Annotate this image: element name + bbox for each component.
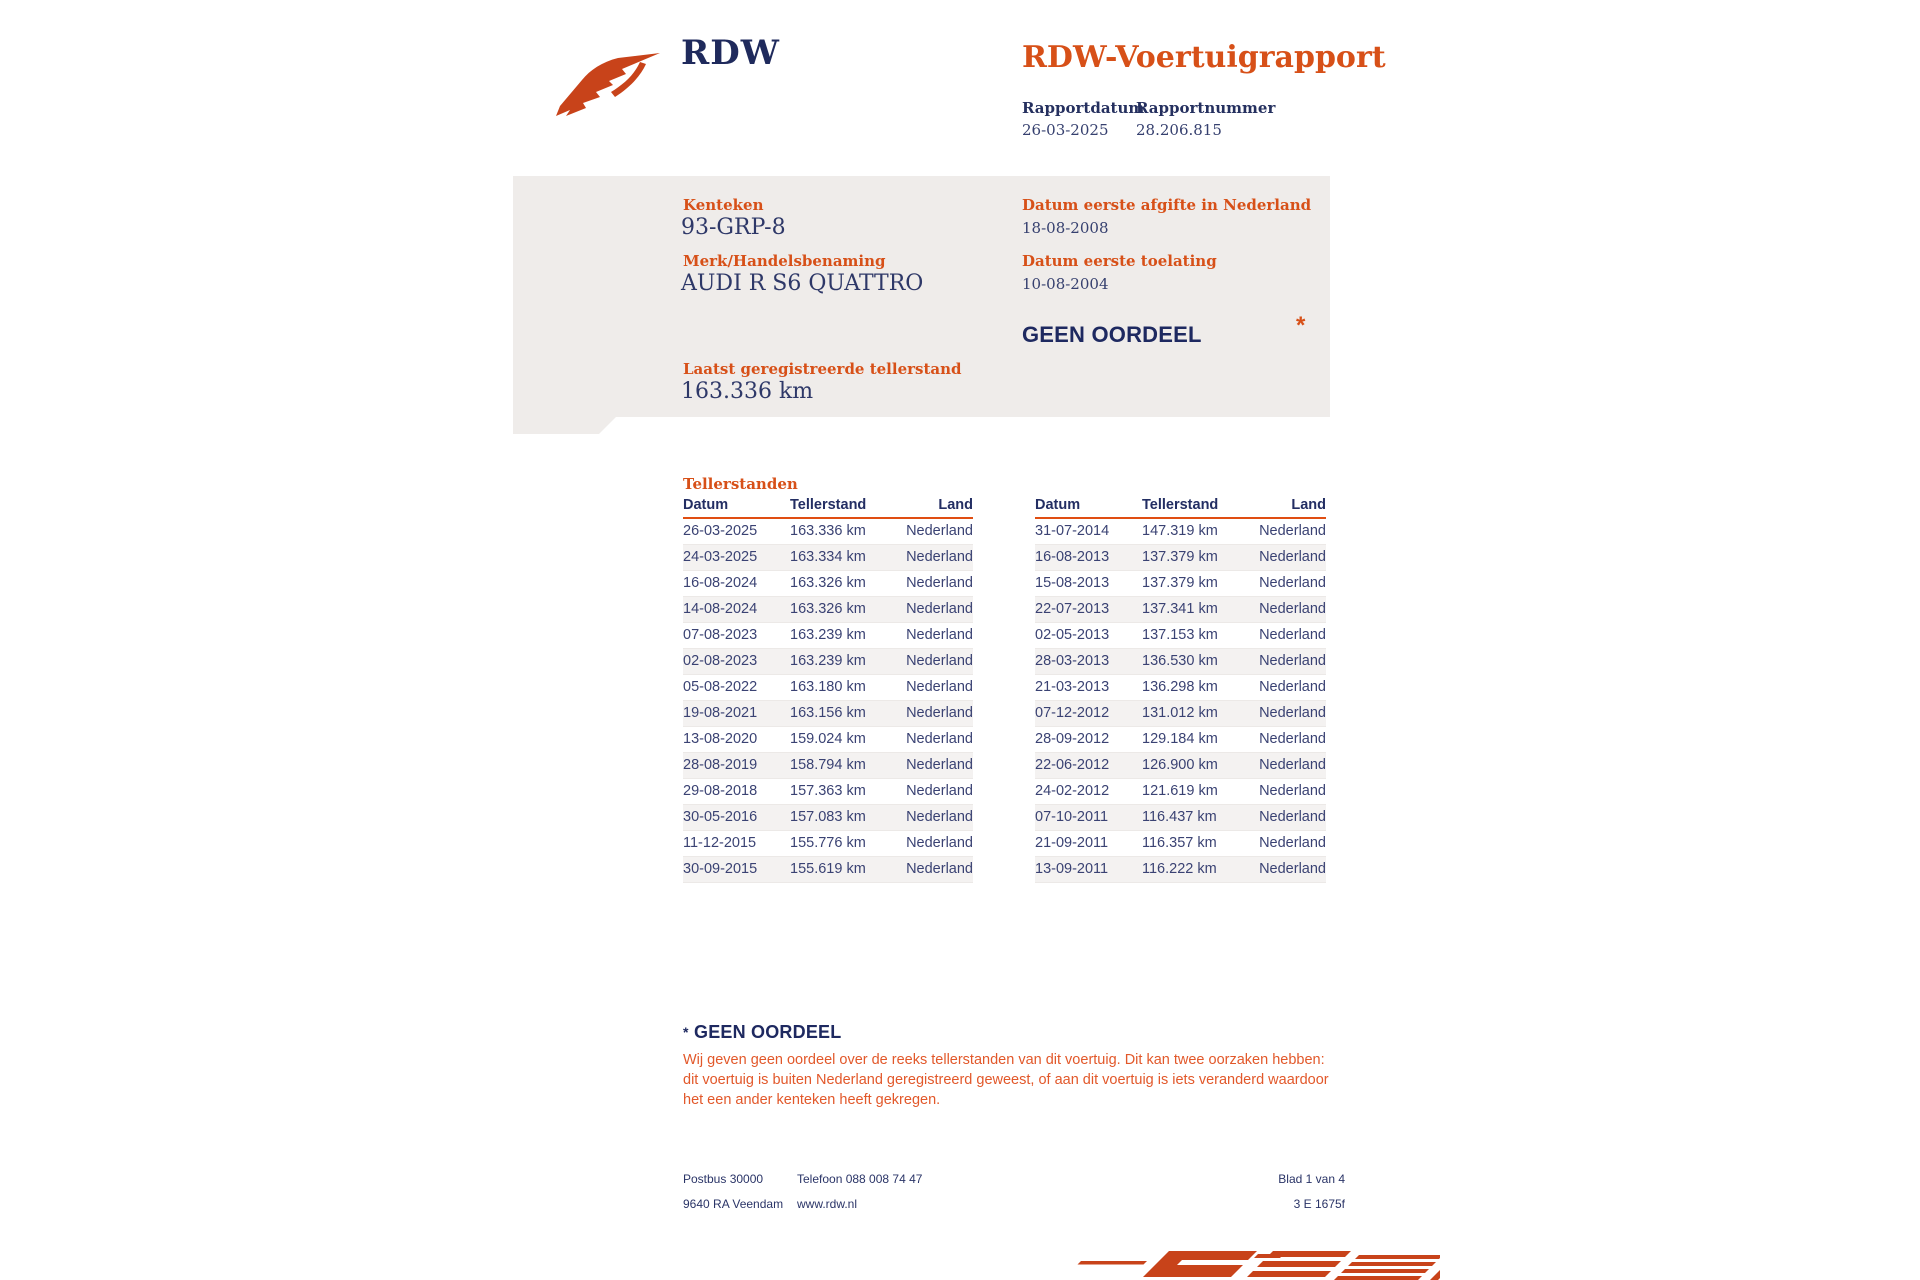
column-header-datum: Datum (683, 497, 729, 513)
cell-tellerstand: 163.156 km (790, 705, 866, 721)
rdw-stripes-graphic (1040, 1246, 1440, 1280)
cell-datum: 22-07-2013 (1035, 601, 1110, 617)
table-header (1035, 497, 1326, 519)
table-row (683, 571, 973, 597)
cell-datum: 07-10-2011 (1035, 809, 1109, 825)
report-date-label: Rapportdatum (1022, 99, 1145, 117)
cell-tellerstand: 126.900 km (1142, 757, 1218, 773)
cell-datum: 30-09-2015 (683, 861, 758, 877)
table-row (1035, 831, 1326, 857)
cell-datum: 07-12-2012 (1035, 705, 1110, 721)
cell-datum: 28-03-2013 (1035, 653, 1110, 669)
cell-datum: 22-06-2012 (1035, 757, 1110, 773)
cell-land: Nederland (906, 783, 973, 799)
toelating-label: Datum eerste toelating (1022, 252, 1217, 270)
table-row (683, 805, 973, 831)
cell-tellerstand: 163.239 km (790, 653, 866, 669)
cell-tellerstand: 155.619 km (790, 861, 866, 877)
cell-tellerstand: 163.326 km (790, 575, 866, 591)
cell-tellerstand: 158.794 km (790, 757, 866, 773)
cell-tellerstand: 155.776 km (790, 835, 866, 851)
table-row (683, 779, 973, 805)
cell-land: Nederland (906, 653, 973, 669)
table-row (683, 597, 973, 623)
cell-land: Nederland (1259, 523, 1326, 539)
cell-datum: 24-02-2012 (1035, 783, 1110, 799)
cell-tellerstand: 159.024 km (790, 731, 866, 747)
cell-datum: 31-07-2014 (1035, 523, 1110, 539)
cell-land: Nederland (906, 601, 973, 617)
report-date-value: 26-03-2025 (1022, 121, 1109, 139)
merk-value: AUDI R S6 QUATTRO (681, 271, 924, 296)
table-row (1035, 597, 1326, 623)
kenteken-value: 93-GRP-8 (681, 215, 786, 240)
column-header-tellerstand: Tellerstand (1142, 497, 1219, 513)
verdict-asterisk: * (1296, 312, 1306, 339)
column-header-tellerstand: Tellerstand (790, 497, 867, 513)
cell-tellerstand: 163.326 km (790, 601, 866, 617)
cell-datum: 29-08-2018 (683, 783, 758, 799)
footer-form-code: 3 E 1675f (1293, 1197, 1345, 1211)
note-title: GEEN OORDEEL (694, 1022, 842, 1042)
cell-land: Nederland (906, 809, 973, 825)
afgifte-value: 18-08-2008 (1022, 219, 1109, 237)
cell-tellerstand: 163.336 km (790, 523, 866, 539)
tellerstanden-table-right (1035, 497, 1326, 883)
vehicle-summary-panel (513, 176, 1330, 434)
cell-land: Nederland (1259, 705, 1326, 721)
cell-land: Nederland (906, 523, 973, 539)
cell-tellerstand: 136.530 km (1142, 653, 1218, 669)
cell-datum: 19-08-2021 (683, 705, 758, 721)
cell-land: Nederland (1259, 627, 1326, 643)
cell-datum: 14-08-2024 (683, 601, 758, 617)
cell-land: Nederland (1259, 549, 1326, 565)
table-row (1035, 571, 1326, 597)
cell-tellerstand: 137.341 km (1142, 601, 1218, 617)
cell-land: Nederland (906, 757, 973, 773)
cell-land: Nederland (1259, 835, 1326, 851)
cell-land: Nederland (1259, 679, 1326, 695)
cell-datum: 26-03-2025 (683, 523, 758, 539)
table-row (683, 753, 973, 779)
cell-land: Nederland (906, 575, 973, 591)
tellerstand-value: 163.336 km (681, 379, 814, 404)
cell-datum: 11-12-2015 (683, 835, 757, 851)
cell-tellerstand: 116.437 km (1142, 809, 1217, 825)
cell-datum: 21-09-2011 (1035, 835, 1109, 851)
cell-datum: 13-08-2020 (683, 731, 758, 747)
footer-website-link[interactable]: www.rdw.nl (797, 1197, 858, 1211)
report-number-label: Rapportnummer (1136, 99, 1276, 117)
table-row (1035, 701, 1326, 727)
rdw-feather-icon (556, 50, 662, 120)
report-number-value: 28.206.815 (1136, 121, 1222, 139)
column-header-datum: Datum (1035, 497, 1081, 513)
table-row (683, 701, 973, 727)
cell-datum: 07-08-2023 (683, 627, 758, 643)
brand-wordmark: RDW (681, 33, 780, 73)
cell-datum: 21-03-2013 (1035, 679, 1110, 695)
cell-tellerstand: 137.379 km (1142, 549, 1218, 565)
table-row (1035, 753, 1326, 779)
cell-datum: 28-09-2012 (1035, 731, 1110, 747)
cell-land: Nederland (1259, 757, 1326, 773)
column-header-land: Land (938, 497, 973, 513)
note-body: Wij geven geen oordeel over de reeks tellerstanden van dit voertuig. Dit kan twee oorzaken hebben: dit voertuig is buiten Nederland geregistreerd geweest, of aan dit voertuig is iets veranderd waardoor het een ander kenteken heeft gekregen. (683, 1052, 1329, 1108)
table-row (1035, 727, 1326, 753)
cell-land: Nederland (1259, 601, 1326, 617)
cell-tellerstand: 147.319 km (1142, 523, 1218, 539)
cell-tellerstand: 137.379 km (1142, 575, 1218, 591)
cell-datum: 24-03-2025 (683, 549, 758, 565)
table-row (1035, 779, 1326, 805)
cell-tellerstand: 116.222 km (1142, 861, 1217, 877)
cell-land: Nederland (1259, 653, 1326, 669)
footer-page-indicator: Blad 1 van 4 (1278, 1172, 1345, 1186)
table-header (683, 497, 973, 519)
cell-land: Nederland (906, 679, 973, 695)
cell-tellerstand: 131.012 km (1142, 705, 1218, 721)
cell-tellerstand: 157.083 km (790, 809, 866, 825)
footer-address-line1: Postbus 30000 (683, 1172, 764, 1186)
cell-land: Nederland (906, 835, 973, 851)
cell-datum: 30-05-2016 (683, 809, 758, 825)
cell-tellerstand: 121.619 km (1142, 783, 1218, 799)
table-row (683, 831, 973, 857)
cell-land: Nederland (1259, 731, 1326, 747)
cell-land: Nederland (906, 731, 973, 747)
cell-land: Nederland (1259, 809, 1326, 825)
cell-datum: 13-09-2011 (1035, 861, 1109, 877)
cell-land: Nederland (1259, 783, 1326, 799)
cell-datum: 02-08-2023 (683, 653, 758, 669)
table-row (683, 545, 973, 571)
kenteken-label: Kenteken (683, 196, 764, 214)
tellerstanden-section-title: Tellerstanden (683, 475, 798, 493)
toelating-value: 10-08-2004 (1022, 275, 1109, 293)
tellerstand-label: Laatst geregistreerde tellerstand (683, 360, 962, 378)
footer-phone: Telefoon 088 008 74 47 (797, 1172, 923, 1186)
footer-address-line2: 9640 RA Veendam (683, 1197, 784, 1211)
cell-tellerstand: 129.184 km (1142, 731, 1218, 747)
table-row (1035, 857, 1326, 883)
table-row (1035, 675, 1326, 701)
table-row (683, 675, 973, 701)
table-row (683, 519, 973, 545)
cell-tellerstand: 163.180 km (790, 679, 866, 695)
cell-tellerstand: 137.153 km (1142, 627, 1218, 643)
cell-datum: 15-08-2013 (1035, 575, 1110, 591)
cell-land: Nederland (906, 549, 973, 565)
cell-land: Nederland (906, 861, 973, 877)
tellerstanden-table-left (683, 497, 973, 883)
cell-datum: 02-05-2013 (1035, 627, 1110, 643)
cell-tellerstand: 163.334 km (790, 549, 866, 565)
cell-land: Nederland (1259, 575, 1326, 591)
cell-land: Nederland (1259, 861, 1326, 877)
cell-datum: 16-08-2024 (683, 575, 758, 591)
afgifte-label: Datum eerste afgifte in Nederland (1022, 196, 1312, 214)
table-row (1035, 623, 1326, 649)
cell-tellerstand: 136.298 km (1142, 679, 1218, 695)
merk-label: Merk/Handelsbenaming (683, 252, 886, 270)
cell-tellerstand: 116.357 km (1142, 835, 1217, 851)
table-row (1035, 519, 1326, 545)
cell-land: Nederland (906, 705, 973, 721)
verdict-text: GEEN OORDEEL (1022, 322, 1202, 347)
page-title: RDW-Voertuigrapport (1022, 40, 1386, 75)
table-body (683, 519, 973, 883)
cell-datum: 16-08-2013 (1035, 549, 1110, 565)
cell-land: Nederland (906, 627, 973, 643)
cell-tellerstand: 157.363 km (790, 783, 866, 799)
table-row (683, 857, 973, 883)
cell-datum: 28-08-2019 (683, 757, 758, 773)
table-row (683, 727, 973, 753)
column-header-land: Land (1291, 497, 1326, 513)
table-body (1035, 519, 1326, 883)
table-row (683, 649, 973, 675)
table-row (1035, 545, 1326, 571)
table-row (683, 623, 973, 649)
table-row (1035, 805, 1326, 831)
note-asterisk: * (683, 1024, 689, 1040)
cell-tellerstand: 163.239 km (790, 627, 866, 643)
table-row (1035, 649, 1326, 675)
cell-datum: 05-08-2022 (683, 679, 758, 695)
